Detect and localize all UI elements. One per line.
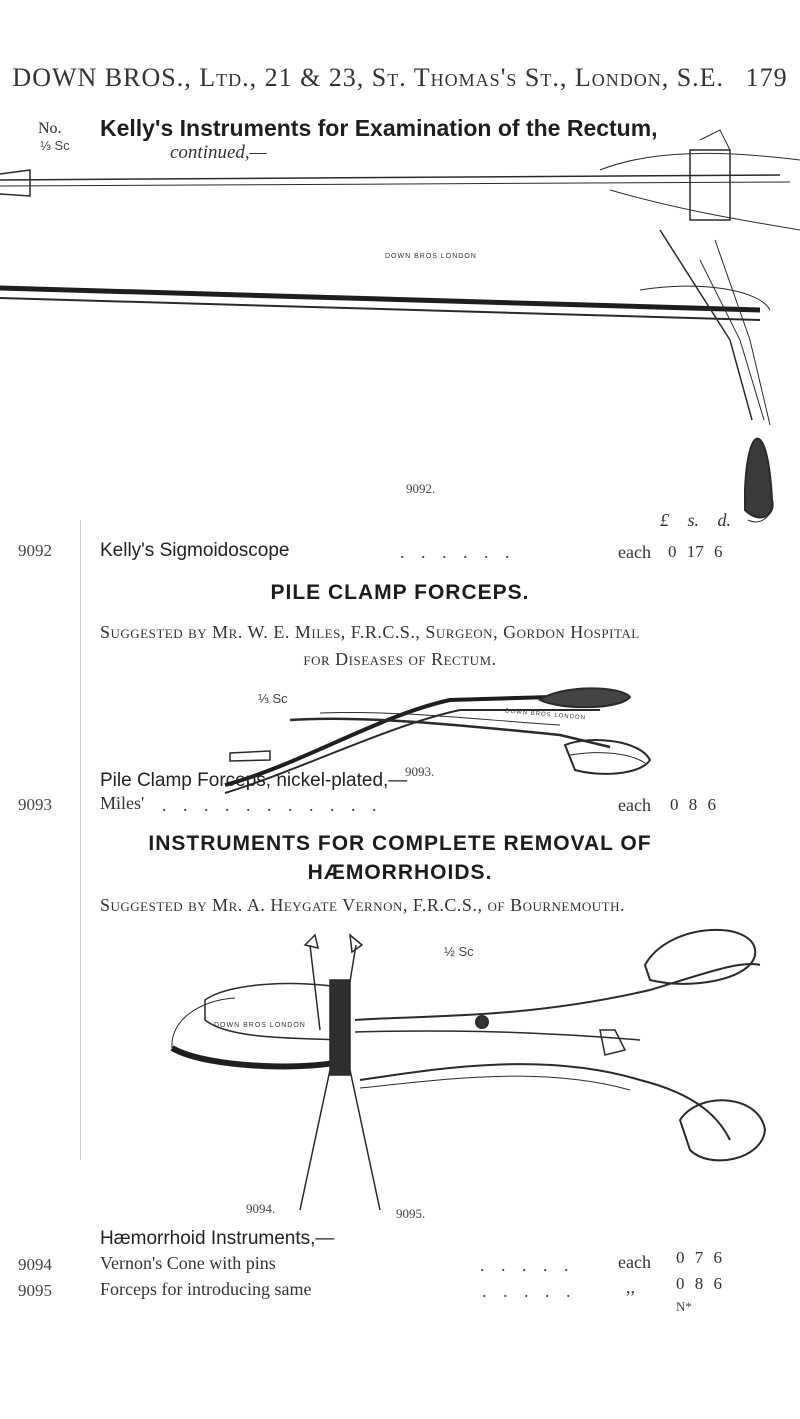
item-name: Miles' bbox=[100, 793, 145, 813]
item-number: 9095 bbox=[18, 1281, 52, 1300]
removal-heading: INSTRUMENTS FOR COMPLETE REMOVAL OF bbox=[148, 832, 652, 855]
scale-label: ½ Sc bbox=[444, 944, 474, 959]
suggested-by-cont: for Diseases of Rectum. bbox=[303, 649, 497, 669]
suggested-by: Suggested by Mr. W. E. Miles, F.R.C.S., Surgeon, Gordon Hospital bbox=[100, 622, 640, 642]
pounds-label: £ bbox=[660, 510, 669, 530]
scale-label: ⅓ Sc bbox=[40, 138, 70, 153]
sigmoidoscope-illustration bbox=[0, 0, 800, 540]
instrument-engraving: DOWN BROS LONDON bbox=[385, 253, 477, 260]
instrument-engraving: DOWN BROS LONDON bbox=[214, 1022, 306, 1029]
figure-label: 9095. bbox=[396, 1206, 426, 1221]
item-number: 9094 bbox=[18, 1255, 52, 1274]
item-name: Forceps for introducing same bbox=[100, 1279, 312, 1299]
item-name: Vernon's Cone with pins bbox=[100, 1253, 276, 1273]
item-qty: each bbox=[618, 795, 651, 815]
instrument-engraving: DOWN BROS LONDON bbox=[504, 708, 587, 722]
leader-dots: . . . . . bbox=[480, 1255, 575, 1275]
leader-dots: . . . . . bbox=[482, 1281, 577, 1301]
page-number: 179 bbox=[745, 63, 788, 92]
item-group-heading: Pile Clamp Forceps, nickel-plated,— bbox=[100, 770, 408, 791]
section-title: Kelly's Instruments for Examination of the Rectum, bbox=[100, 115, 658, 141]
item-price: 0 7 6 bbox=[676, 1248, 722, 1267]
leader-dots: . . . . . . bbox=[400, 542, 516, 562]
item-qty: each bbox=[618, 1252, 651, 1272]
pile-clamp-heading: PILE CLAMP FORCEPS. bbox=[270, 581, 530, 604]
figure-label: 9094. bbox=[246, 1201, 276, 1216]
removal-heading-2: HÆMORRHOIDS. bbox=[307, 861, 493, 884]
item-number: 9092 bbox=[18, 541, 52, 560]
leader-dots: . . . . . . . . . . . bbox=[162, 795, 383, 815]
item-group-heading: Hæmorrhoid Instruments,— bbox=[100, 1228, 335, 1249]
signature-mark: N* bbox=[676, 1299, 692, 1314]
running-head-text: DOWN BROS., Ltd., 21 & 23, St. Thomas's St., London, S.E. bbox=[12, 63, 725, 92]
item-price: 0 8 6 bbox=[676, 1274, 722, 1293]
currency-header bbox=[660, 510, 731, 531]
item-qty: each bbox=[618, 542, 651, 562]
figure-label: 9093. bbox=[405, 764, 435, 779]
haemorrhoid-instruments-illustration bbox=[0, 920, 800, 1220]
pence-label: d. bbox=[717, 510, 732, 530]
suggested-by: Suggested by Mr. A. Heygate Vernon, F.R.C.S., of Bournemouth. bbox=[100, 895, 626, 915]
section-subtitle: continued,— bbox=[170, 142, 267, 163]
item-name: Kelly's Sigmoidoscope bbox=[100, 540, 290, 561]
item-number: 9093 bbox=[18, 795, 52, 814]
figure-label: 9092. bbox=[406, 481, 436, 496]
item-price: 0 8 6 bbox=[670, 795, 716, 814]
shillings-label: s. bbox=[687, 510, 700, 530]
scale-label: ⅓ Sc bbox=[258, 691, 288, 706]
number-column-label: No. bbox=[38, 120, 62, 137]
item-qty: ,, bbox=[626, 1277, 635, 1297]
item-price: 0 17 6 bbox=[668, 542, 723, 561]
